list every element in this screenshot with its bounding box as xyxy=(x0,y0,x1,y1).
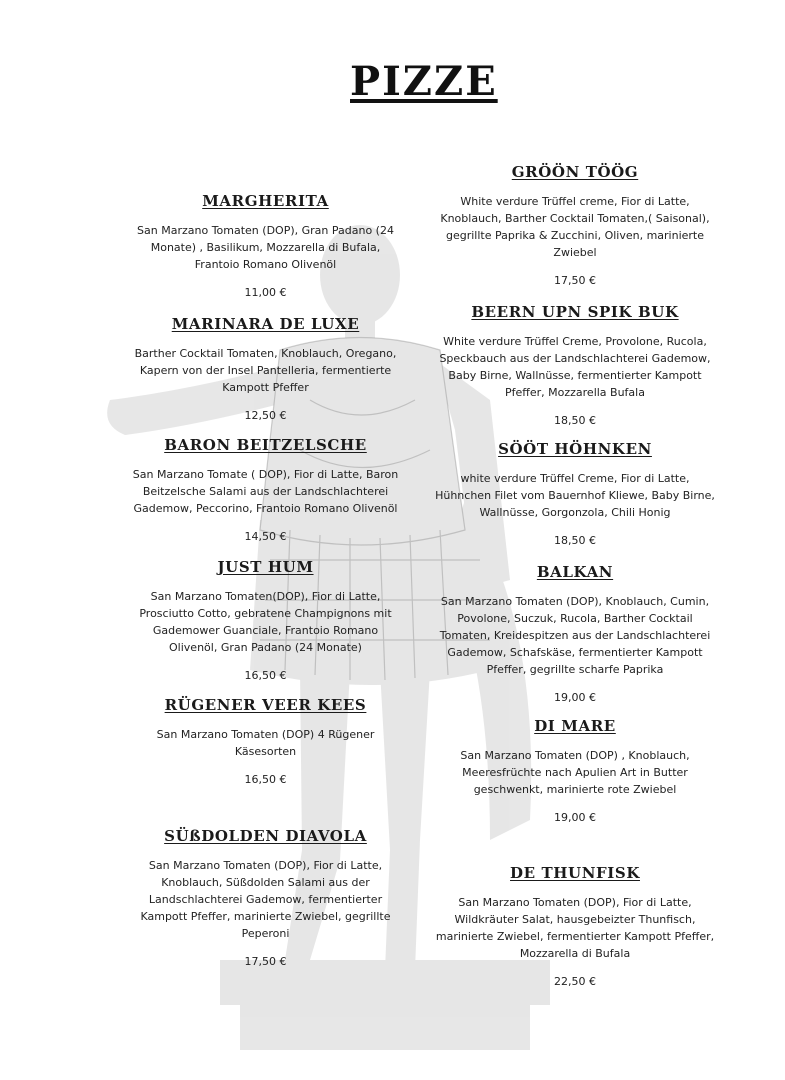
item-price: 16,50 € xyxy=(244,669,287,682)
item-name: BALKAN xyxy=(536,563,614,581)
menu-item xyxy=(128,558,403,682)
item-name: BEERN UPN SPIK BUK xyxy=(471,303,679,321)
menu-item xyxy=(128,436,403,543)
item-price: 18,50 € xyxy=(554,534,596,547)
page-title: PIZZE xyxy=(350,58,498,105)
menu-item xyxy=(128,315,403,422)
menu-item xyxy=(435,163,715,287)
item-price: 11,00 € xyxy=(244,286,287,299)
item-name: SÖÖT HÖHNKEN xyxy=(498,440,652,458)
menu-item xyxy=(128,696,403,786)
item-description: San Marzano Tomaten (DOP) 4 Rügener Käsesorten xyxy=(156,728,375,758)
item-price: 12,50 € xyxy=(244,409,287,422)
item-name: BARON BEITZELSCHE xyxy=(164,436,367,454)
menu-item xyxy=(435,303,715,427)
item-description: San Marzano Tomate ( DOP), Fior di Latte, Baron Beitzelsche Salami aus der Landschlachterei Gademow, Peccorino, Frantoio Romano Olivenöl xyxy=(132,468,399,515)
item-price: 17,50 € xyxy=(554,274,596,287)
item-name: DE THUNFISK xyxy=(510,864,640,882)
item-description: San Marzano Tomaten (DOP) , Knoblauch, Meeresfrüchte nach Apulien Art in Butter geschwenkt, marinierte rote Zwiebel xyxy=(460,749,690,796)
item-price: 22,50 € xyxy=(554,975,596,988)
menu-item xyxy=(435,864,715,988)
item-price: 19,00 € xyxy=(554,811,596,824)
item-description: white verdure Trüffel Creme, Fior di Latte, Hühnchen Filet vom Bauernhof Kliewe, Baby Birne, Wallnüsse, Gorgonzola, Chili Honig xyxy=(435,472,715,519)
menu-item xyxy=(128,827,403,968)
item-price: 16,50 € xyxy=(244,773,287,786)
item-name: MARGHERITA xyxy=(202,192,329,210)
item-price: 19,00 € xyxy=(554,691,596,704)
item-description: San Marzano Tomaten (DOP), Gran Padano (24 Monate) , Basilikum, Mozzarella di Bufala, Frantoio Romano Olivenöl xyxy=(137,224,394,271)
menu-item xyxy=(435,717,715,824)
item-name: RÜGENER VEER KEES xyxy=(164,696,367,714)
item-name: GRÖÖN TÖÖG xyxy=(511,163,639,181)
item-price: 14,50 € xyxy=(244,530,287,543)
item-price: 17,50 € xyxy=(244,955,287,968)
item-name: DI MARE xyxy=(534,717,616,735)
item-description: San Marzano Tomaten (DOP), Fior di Latte, Knoblauch, Süßdolden Salami aus der Landschlachterei Gademow, fermentierter Kampott Pfeffer, marinierte Zwiebel, gegrillte Peperoni xyxy=(140,859,391,940)
menu-item xyxy=(435,563,715,704)
item-description: White verdure Trüffel creme, Fior di Latte, Knoblauch, Barther Cocktail Tomaten,( Saisonal), gegrillte Paprika & Zucchini, Oliven, marinierte Zwiebel xyxy=(440,195,710,259)
item-description: White verdure Trüffel Creme, Provolone, Rucola, Speckbauch aus der Landschlachterei Gademow, Baby Birne, Wallnüsse, fermentierter Kampott Pfeffer, Mozzarella Bufala xyxy=(439,335,711,399)
item-price: 18,50 € xyxy=(554,414,596,427)
menu-item xyxy=(435,440,715,547)
item-description: Barther Cocktail Tomaten, Knoblauch, Oregano, Kapern von der Insel Pantelleria, fermentierte Kampott Pfeffer xyxy=(134,347,397,394)
item-name: MARINARA DE LUXE xyxy=(171,315,360,333)
item-name: SÜßDOLDEN DIAVOLA xyxy=(164,827,367,845)
item-description: San Marzano Tomaten (DOP), Knoblauch, Cumin, Povolone, Suczuk, Rucola, Barther Cocktail Tomaten, Kreidespitzen aus der Landschlachterei Gademow, Schafskäse, fermentierter Kampott Pfeffer, gegrillte scharfe Paprika xyxy=(439,595,711,676)
menu-item xyxy=(128,192,403,299)
item-name: JUST HUM xyxy=(217,558,314,576)
item-description: San Marzano Tomaten (DOP), Fior di Latte, Wildkräuter Salat, hausgebeizter Thunfisch, marinierte Zwiebel, fermentierter Kampott Pfeffer, Mozzarella di Bufala xyxy=(435,896,715,960)
item-description: San Marzano Tomaten(DOP), Fior di Latte, Prosciutto Cotto, gebratene Champignons mit Gademower Guanciale, Frantoio Romano Olivenöl, Gran Padano (24 Monate) xyxy=(139,590,392,654)
